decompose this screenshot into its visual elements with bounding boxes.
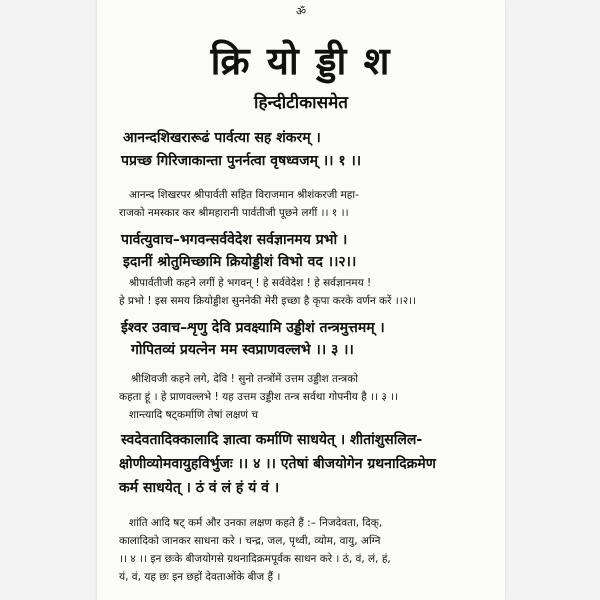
page-subtitle: हिन्दीटीकासमेत: [254, 93, 348, 113]
gloss-line-2: राजको नमस्कार कर श्रीमहारानी पार्वतीजी पूछने लगीं ।। १ ।।: [119, 207, 349, 219]
gloss-line-3: श्रीपार्वतीजी कहने लगीं हे भगवन् ! हे सर्ववेदेश ! हे सर्वज्ञानमय !: [129, 277, 372, 289]
gloss-line-4: हे प्रभो ! इस समय क्रियोड्डीश सुननेकी मेरी इच्छा है कृपा करके वर्णन करें ।।२।।: [119, 295, 417, 307]
verse-line-3: पार्वत्युवाच–भगवन्सर्ववेदेश सर्वज्ञानमय प्रभो ।: [121, 232, 348, 248]
verse-line-1: आनन्दशिखरारूढं पार्वत्या सह शंकरम् ।: [123, 130, 321, 146]
verse-line-6: गोपितव्यं प्रयत्नेन मम स्वप्राणवल्लभे ।। ३ ।।: [131, 342, 354, 358]
gloss-line-8: शांति आदि षट् कर्म और उनका लक्षण कहते हैं :– निजदेवता, दिक्,: [129, 517, 383, 529]
page-title: क्रि यो ड्डी श: [210, 39, 392, 83]
verse-line-2: पप्रच्छ गिरिजाकान्ता पुनर्नत्वा वृषध्वजम् ।। १ ।।: [121, 153, 362, 169]
book-page: [97, 0, 505, 600]
gloss-line-10: ।। ४ ।। इन छःके बीजयोगसे ग्रथनादिक्रमपूर्वक साधन करे । ठं, वं, लं, हं,: [119, 553, 391, 565]
verse-line-7: स्वदेवतादिक्कालादि ज्ञात्वा कर्माणि साधयेत् । शीतांशुसलिल-: [121, 432, 423, 448]
gloss-line-1: आनन्द शिखरपर श्रीपार्वती सहित विराजमान श्रीशंकरजी महा-: [129, 189, 359, 201]
verse-line-4: इदानीं श्रोतुमिच्छामि क्रियोड्डीशं विभो वद ।।२।।: [123, 254, 357, 270]
verse-line-5: ईश्वर उवाच–शृणु देवि प्रवक्ष्यामि उड्डीशं तन्त्रमुत्तमम् ।: [121, 320, 385, 336]
gloss-line-6: कहता हूं । हे प्राणवल्लभे ! यह उत्तम उड्डीश तन्त्र सर्वथा गोपनीय है ।। ३ ।।: [119, 391, 399, 403]
verse-line-8: क्षोणीव्योमवायुहविर्भुजः ।। ४ ।। एतेषां बीजयोगेन ग्रथनादिक्रमेण: [119, 456, 436, 472]
om-symbol: ॐ: [295, 5, 307, 18]
gloss-line-11: यं, वं, यह छः इन छहों देवताओंके बीज हैं ।: [119, 571, 281, 583]
verse-line-9: कर्म साधयेत् । ठं वं लं हं यं वं ।: [119, 480, 280, 496]
gloss-line-9: कालादिको जानकर साधना करे । चन्द्र, जल, पृथ्वी, व्योम, वायु, अग्नि: [119, 535, 381, 547]
gloss-line-5: श्रीशिवजी कहने लगे, देवि ! सुनो तन्त्रोंमें उत्तम उड्डीश तन्त्रको: [131, 373, 358, 385]
section-heading: शान्त्यादि षट्कर्माणि तेषां लक्षणं च: [129, 409, 259, 421]
